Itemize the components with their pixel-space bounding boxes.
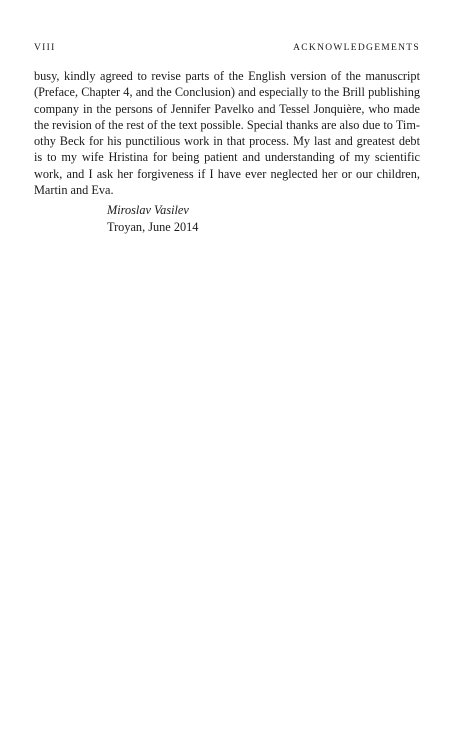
place-date: Troyan, June 2014 [107, 219, 199, 234]
author-signature: Miroslav Vasilev [107, 203, 189, 217]
body-paragraph: busy, kindly agreed to revise parts of the English version of the manuscript (Preface, Chapter 4, and the Conclusion) and especially to the Brill publishing company in the persons of Jennifer Pavelko and Tessel Jonquière, who made the revision of the rest of the text possible. Special thanks are also due to Timothy Beck for his punctilious work in that process. My last and greatest debt is to my wife Hristina for being patient and understanding of my scientific work, and I ask her forgiveness if I have ever neglected her or our children, Martin and Eva. [34, 69, 420, 198]
signature-block [107, 202, 198, 235]
page-number: VIII [34, 43, 56, 53]
running-header [34, 41, 420, 55]
running-title: ACKNOWLEDGEMENTS [293, 43, 420, 53]
body-text [34, 68, 420, 198]
